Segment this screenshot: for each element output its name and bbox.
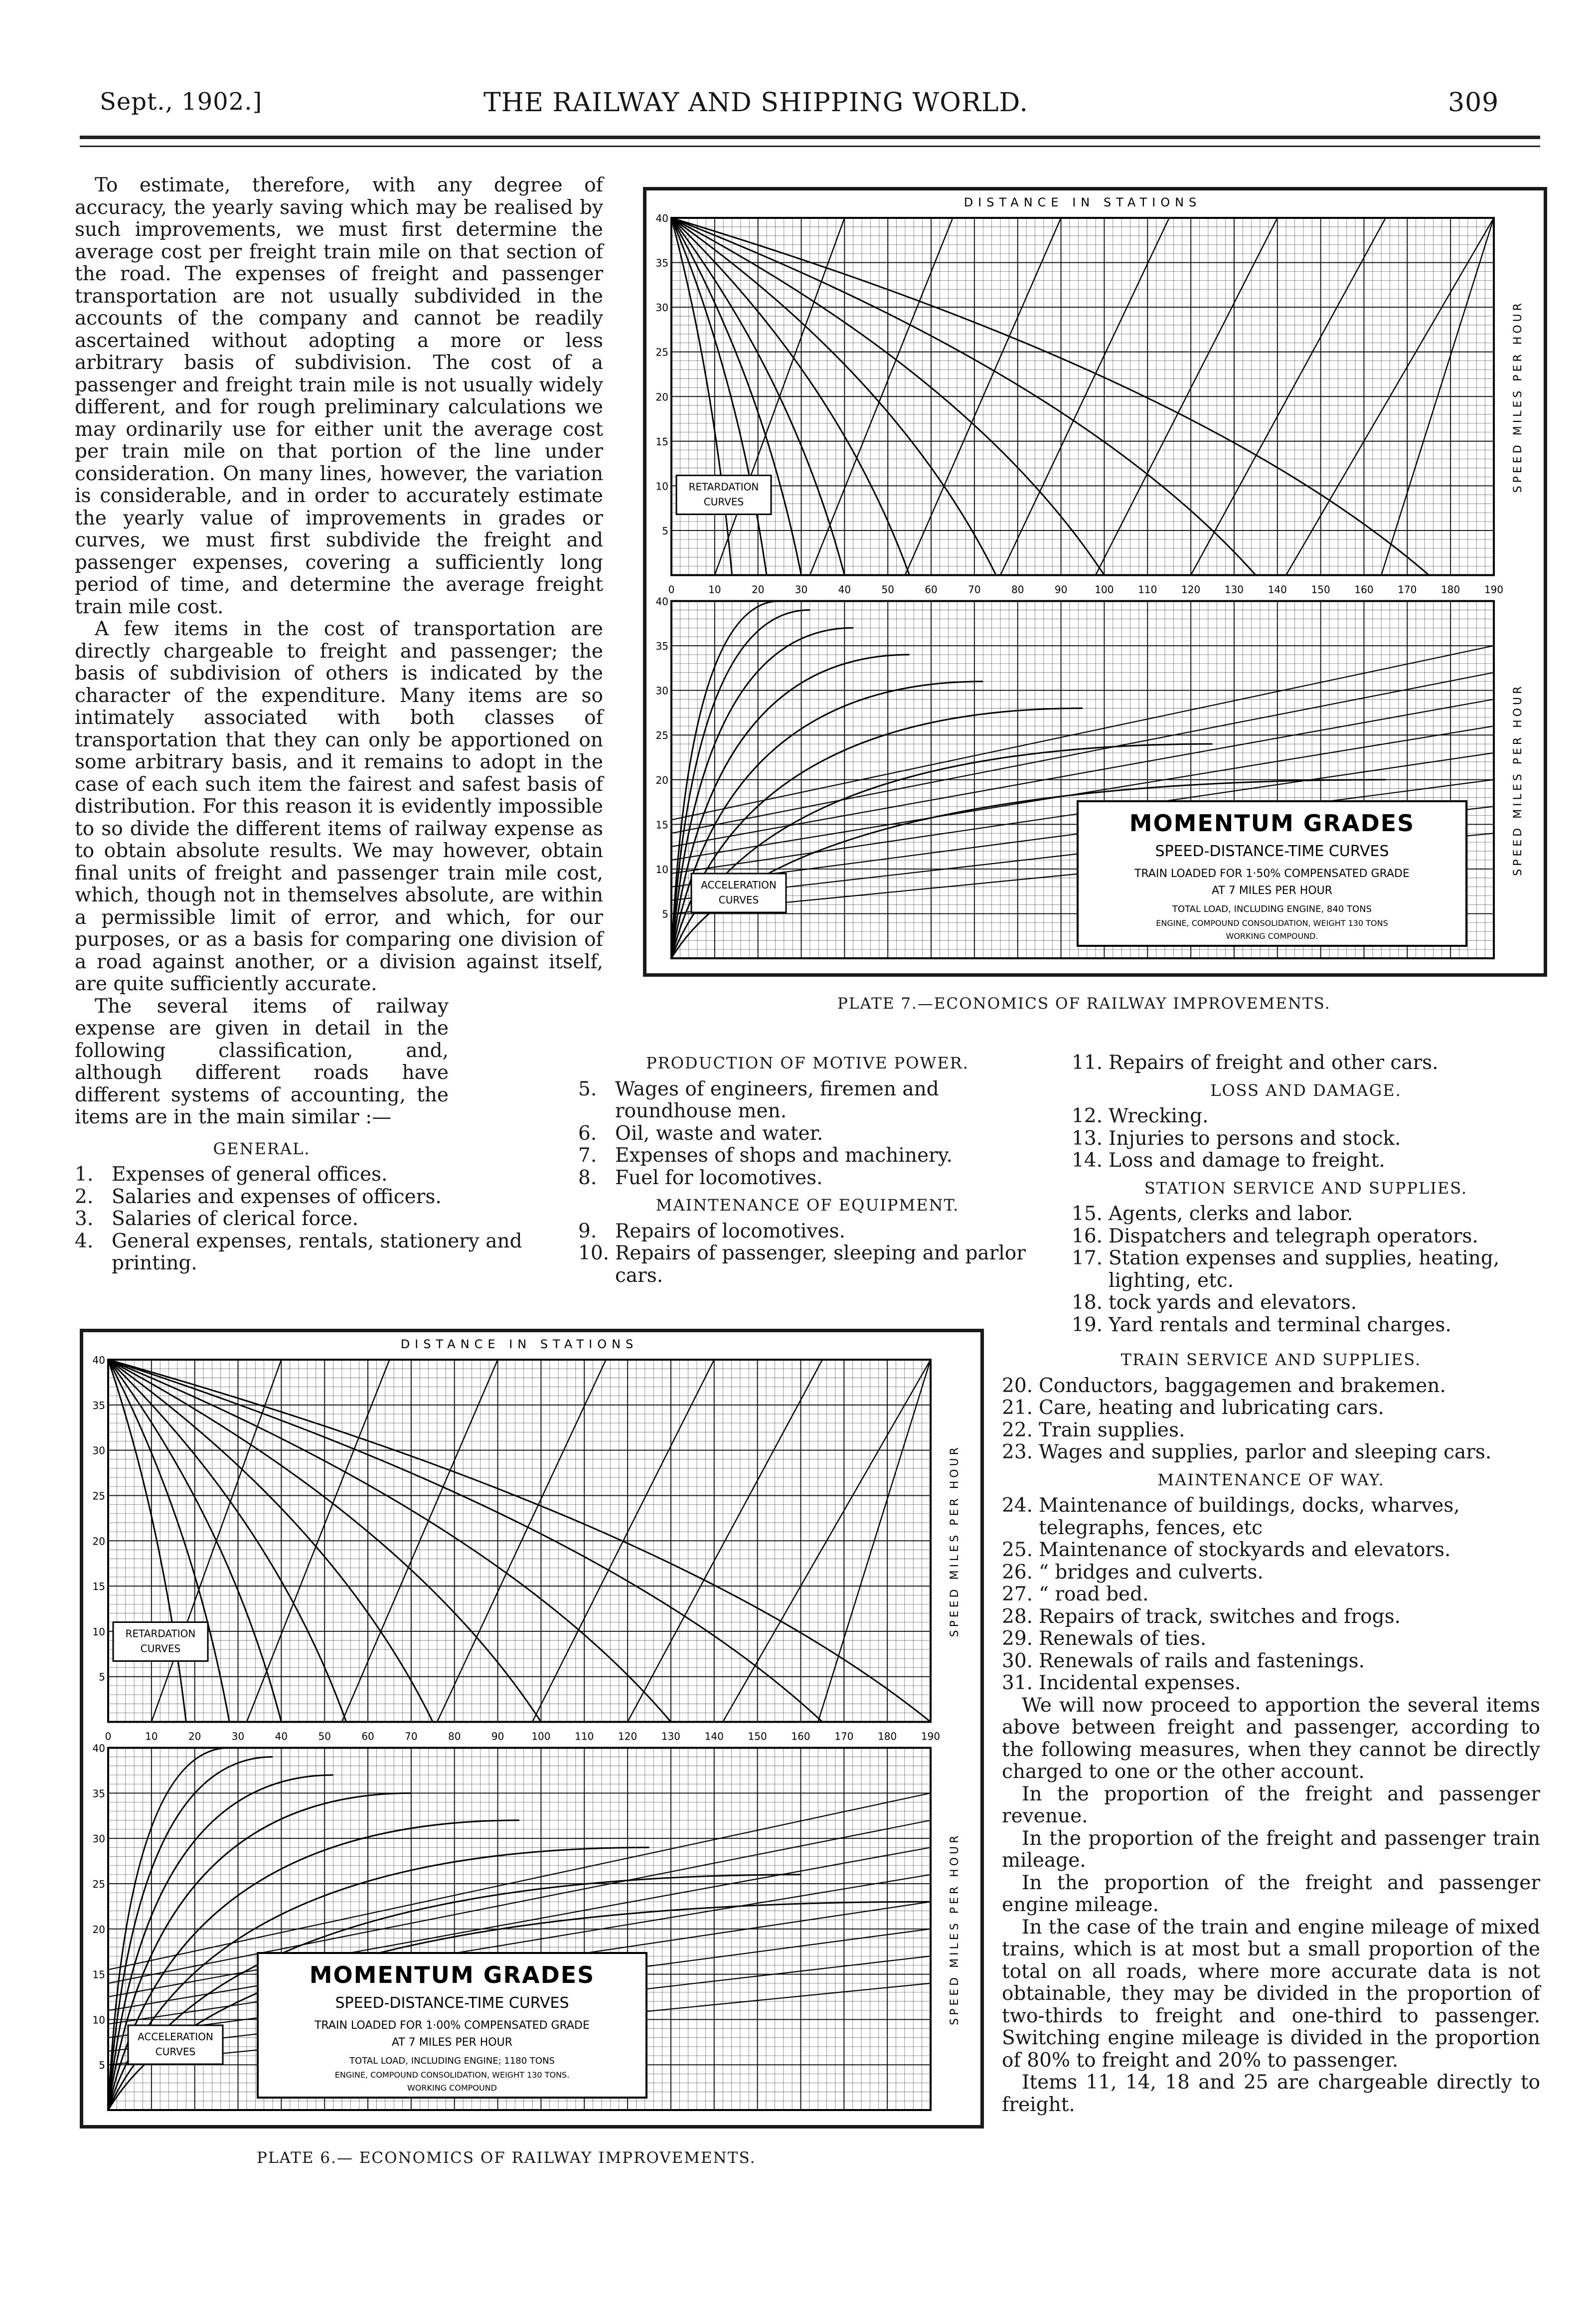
item-number: 12.: [1072, 1105, 1103, 1127]
paragraph: The several items of railway expense are given in detail in the following classification, and, although different roads have different systems of accounting, the items are in the main similar :—: [75, 995, 449, 1128]
x-tick-label: 190: [921, 1730, 941, 1743]
list-item: [75, 1208, 543, 1231]
item-number: 26.: [1002, 1561, 1033, 1584]
y-axis-side-label: SPEED MILES PER HOUR: [1512, 683, 1524, 876]
running-head-title: THE RAILWAY AND SHIPPING WORLD.: [483, 88, 1028, 118]
section-heading-loss: LOSS AND DAMAGE.: [1210, 1080, 1402, 1100]
item-number: 3.: [75, 1208, 94, 1230]
plate-7-caption: PLATE 7.—ECONOMICS OF RAILWAY IMPROVEMENTS.: [837, 995, 1331, 1013]
y-tick-label: 30: [92, 1833, 105, 1845]
x-tick-label: 70: [968, 583, 981, 596]
list-item: [1002, 1562, 1540, 1584]
x-tick-label: 50: [318, 1730, 331, 1743]
item-number: 19.: [1072, 1313, 1103, 1336]
item-number: 5.: [578, 1077, 597, 1100]
y-tick-label: 5: [99, 1671, 105, 1683]
legend-line: SPEED-DISTANCE-TIME CURVES: [335, 1994, 569, 2012]
x-tick-label: 70: [405, 1730, 418, 1743]
acceleration-label: CURVES: [718, 894, 759, 906]
list-item: [1002, 1628, 1540, 1650]
item-number: 30.: [1002, 1649, 1033, 1672]
item-text: “ road bed.: [1039, 1583, 1149, 1605]
header-rule-thin: [80, 146, 1540, 147]
list-item: [1002, 1441, 1540, 1464]
list-item: [1002, 1584, 1540, 1606]
x-tick-label: 30: [231, 1730, 245, 1743]
plate-7-figure: [643, 187, 1547, 977]
y-tick-label: 40: [92, 1742, 105, 1755]
y-tick-label: 20: [92, 1923, 105, 1936]
y-axis-side-label: SPEED MILES PER HOUR: [1512, 300, 1524, 493]
y-tick-label: 10: [92, 1625, 105, 1638]
legend-line: AT 7 MILES PER HOUR: [1211, 885, 1333, 897]
y-tick-label: 10: [655, 480, 668, 493]
item-text: Repairs of locomotives.: [615, 1220, 845, 1242]
list-item: [578, 1242, 1037, 1287]
plate-6-chart: [83, 1332, 980, 2125]
item-text: Expenses of general offices.: [112, 1163, 388, 1186]
item-number: 23.: [1002, 1441, 1033, 1463]
list-item: [578, 1221, 1037, 1243]
upper-grid: [671, 218, 1494, 575]
plate-6-figure: [80, 1329, 984, 2128]
paragraph: In the proportion of the freight and passenger train mileage.: [1002, 1827, 1540, 1872]
y-tick-label: 10: [655, 863, 668, 876]
item-number: 20.: [1002, 1374, 1033, 1397]
x-tick-label: 150: [1311, 583, 1330, 596]
y-tick-label: 5: [662, 908, 668, 920]
plate-6-caption: PLATE 6.— ECONOMICS OF RAILWAY IMPROVEMENTS.: [257, 2149, 756, 2167]
running-head-date: Sept., 1902.]: [100, 88, 263, 116]
list-item: [1072, 1150, 1540, 1172]
list-item: [1072, 1226, 1540, 1248]
y-tick-label: 5: [99, 2059, 105, 2072]
item-text: Yard rentals and terminal charges.: [1109, 1313, 1451, 1336]
x-tick-label: 100: [1095, 583, 1114, 596]
item-number: 25.: [1002, 1539, 1033, 1561]
y-tick-label: 40: [655, 595, 668, 608]
item-number: 27.: [1002, 1583, 1033, 1605]
list-item: [578, 1167, 1037, 1190]
paragraph: Items 11, 14, 18 and 25 are chargeable directly to freight.: [1002, 2071, 1540, 2116]
list-item: [1002, 1672, 1540, 1695]
y-axis-side-label: SPEED MILES PER HOUR: [949, 1832, 961, 2025]
y-tick-label: 15: [92, 1968, 105, 1981]
legend-line: TOTAL LOAD, INCLUDING ENGINE, 840 TONS: [1172, 904, 1372, 914]
x-tick-label: 170: [834, 1730, 854, 1743]
y-tick-label: 10: [92, 2014, 105, 2026]
list-item: [1002, 1650, 1540, 1673]
item-number: 8.: [578, 1166, 597, 1189]
item-number: 4.: [75, 1230, 94, 1252]
x-tick-label: 110: [575, 1730, 594, 1743]
acceleration-label: ACCELERATION: [138, 2031, 213, 2043]
x-tick-label: 10: [145, 1730, 158, 1743]
list-item: [1072, 1247, 1540, 1292]
item-number: 28.: [1002, 1605, 1033, 1628]
item-text: General expenses, rentals, stationery and printing.: [112, 1230, 522, 1274]
legend-box: [258, 1953, 646, 2098]
list-equipment: [578, 1221, 1037, 1287]
item-text: Station expenses and supplies, heating, lighting, etc.: [1109, 1247, 1500, 1292]
x-tick-label: 120: [1181, 583, 1201, 596]
x-tick-label: 60: [361, 1730, 374, 1743]
legend-line: AT 7 MILES PER HOUR: [391, 2036, 513, 2049]
legend-line: ENGINE, COMPOUND CONSOLIDATION, WEIGHT 130 TONS: [1156, 918, 1388, 928]
list-item: [1002, 1606, 1540, 1628]
retardation-label: CURVES: [703, 496, 744, 508]
x-tick-label: 130: [1224, 583, 1244, 596]
x-tick-label: 20: [188, 1730, 201, 1743]
legend-line: SPEED-DISTANCE-TIME CURVES: [1155, 843, 1389, 860]
item-number: 13.: [1072, 1127, 1103, 1150]
list-general: [75, 1164, 543, 1275]
paragraph: In the case of the train and engine mileage of mixed trains, which is at most but a small proportion of the total on all roads, where more accurate data is not obtainable, they may be divided in the proportion of two-thirds to freight and one-third to passenger. Switching engine mileage is divided in the proportion of 80% to freight and 20% to passenger.: [1002, 1916, 1540, 2072]
x-tick-label: 140: [704, 1730, 724, 1743]
list-item: [1072, 1203, 1540, 1226]
legend-line: WORKING COMPOUND.: [1226, 931, 1318, 941]
paragraph: We will now proceed to apportion the several items above between freight and passenger, according to the following measures, when they cannot be directly charged to one or the other account.: [1002, 1694, 1540, 1783]
x-tick-label: 190: [1484, 583, 1504, 596]
retardation-label: RETARDATION: [125, 1627, 196, 1640]
list-item: [578, 1145, 1037, 1167]
y-tick-label: 40: [92, 1354, 105, 1366]
y-tick-label: 40: [655, 212, 668, 224]
x-tick-label: 100: [531, 1730, 551, 1743]
acceleration-label: ACCELERATION: [701, 879, 777, 891]
y-tick-label: 15: [92, 1581, 105, 1593]
chart-top-label: DISTANCE IN STATIONS: [963, 195, 1202, 209]
y-tick-label: 25: [92, 1490, 105, 1502]
item-text: Repairs of passenger, sleeping and parlor cars.: [615, 1242, 1026, 1287]
item-number: 31.: [1002, 1672, 1033, 1694]
left-column: [75, 175, 603, 1275]
list-item: [75, 1186, 543, 1209]
list-item: [1002, 1397, 1540, 1419]
chart-top-label: DISTANCE IN STATIONS: [400, 1337, 638, 1351]
item-number: 18.: [1072, 1291, 1103, 1314]
legend-title: MOMENTUM GRADES: [1129, 810, 1415, 837]
item-text: Oil, waste and water.: [615, 1122, 823, 1145]
item-number: 16.: [1072, 1225, 1103, 1247]
paragraph: In the proportion of the freight and passenger revenue.: [1002, 1782, 1540, 1827]
item-number: 24.: [1002, 1494, 1033, 1517]
list-item: [1002, 1495, 1540, 1539]
y-tick-label: 15: [655, 819, 668, 831]
legend-line: TRAIN LOADED FOR 1·00% COMPENSATED GRADE: [315, 2019, 590, 2032]
item-text: Maintenance of stockyards and elevators.: [1039, 1539, 1451, 1561]
x-tick-label: 60: [925, 583, 938, 596]
y-tick-label: 25: [655, 346, 668, 358]
acceleration-label: CURVES: [155, 2046, 196, 2058]
item-text: Loss and damage to freight.: [1109, 1149, 1385, 1172]
y-axis-side-label: SPEED MILES PER HOUR: [949, 1444, 961, 1637]
legend-line: WORKING COMPOUND: [407, 2083, 497, 2093]
item-text: tock yards and elevators.: [1109, 1291, 1357, 1314]
legend-line: TOTAL LOAD, INCLUDING ENGINE; 1180 TONS: [349, 2056, 555, 2066]
list-motive-power: [578, 1078, 1037, 1190]
list-station: [1072, 1203, 1540, 1336]
middle-column: [578, 1052, 1037, 1287]
y-tick-label: 35: [92, 1787, 105, 1800]
paragraph: In the proportion of the freight and passenger engine mileage.: [1002, 1871, 1540, 1916]
list-item: [578, 1123, 1037, 1145]
item-text: Train supplies.: [1039, 1418, 1185, 1441]
right-column-upper: [1072, 1052, 1540, 1336]
x-tick-label: 170: [1398, 583, 1417, 596]
item-text: Salaries of clerical force.: [112, 1208, 358, 1230]
item-text: Repairs of freight and other cars.: [1109, 1052, 1438, 1074]
x-tick-label: 130: [661, 1730, 681, 1743]
x-tick-label: 80: [448, 1730, 461, 1743]
item-text: Agents, clerks and labor.: [1109, 1203, 1353, 1225]
x-tick-label: 10: [708, 583, 721, 596]
item-number: 17.: [1072, 1247, 1103, 1269]
item-text: Dispatchers and telegraph operators.: [1109, 1225, 1478, 1247]
item-number: 22.: [1002, 1418, 1033, 1441]
y-tick-label: 30: [655, 302, 668, 314]
x-tick-label: 110: [1138, 583, 1157, 596]
y-tick-label: 5: [662, 525, 668, 537]
x-tick-label: 160: [1354, 583, 1374, 596]
y-tick-label: 25: [655, 729, 668, 742]
item-text: Maintenance of buildings, docks, wharves, telegraphs, fences, etc: [1039, 1494, 1460, 1539]
item-number: 29.: [1002, 1627, 1033, 1650]
y-tick-label: 35: [655, 640, 668, 653]
item-text: Fuel for locomotives.: [615, 1166, 823, 1189]
list-item: [1002, 1375, 1540, 1398]
paragraph: To estimate, therefore, with any degree of accuracy, the yearly saving which may be realised by such improvements, we must first determine the average cost per freight train mile on that section of the road. The expenses of freight and passenger transportation are not usually subdivided in the accounts of the company and cannot be readily ascertained without adopting a more or less arbitrary basis of subdivision. The cost of a passenger and freight train mile is not usually widely different, and for rough preliminary calculations we may ordinarily use for either unit the average cost per train mile on that portion of the line under consideration. On many lines, however, the variation is considerable, and in order to accurately estimate the yearly value of improvements in grades or curves, we must first subdivide the freight and passenger expenses, covering a sufficiently long period of time, and determine the average freight train mile cost.: [75, 174, 603, 618]
list-item: [1002, 1419, 1540, 1442]
item-text: Repairs of track, switches and frogs.: [1039, 1605, 1401, 1628]
legend-title: MOMENTUM GRADES: [309, 1961, 595, 1988]
y-tick-label: 20: [655, 774, 668, 786]
y-tick-label: 35: [92, 1399, 105, 1412]
x-tick-label: 150: [748, 1730, 767, 1743]
paragraph: A few items in the cost of transportation are directly chargeable to freight and passenger; the basis of subdivision of others is indicated by the character of the expenditure. Many items are so intimately associated with both classes of transportation that they can only be apportioned on some arbitrary basis, and it remains to adopt in the case of each such item the fairest and safest basis of distribution. For this reason it is evidently impossible to so divide the different items of railway expense as to obtain absolute results. We may however, obtain final units of freight and passenger train mile cost, which, though not in themselves absolute, are within a permissible limit of error, and which, for our purposes, or as a basis for comparing one division of a road against another, or a division against itself, are quite sufficiently accurate.: [75, 618, 603, 995]
list-item: [1072, 1128, 1540, 1150]
x-tick-label: 140: [1268, 583, 1287, 596]
item-text: Injuries to persons and stock.: [1109, 1127, 1401, 1150]
x-tick-label: 160: [791, 1730, 810, 1743]
item-text: Expenses of shops and machinery.: [615, 1144, 953, 1167]
y-tick-label: 25: [92, 1878, 105, 1890]
list-item: [1072, 1314, 1540, 1337]
item-text: Salaries and expenses of officers.: [112, 1185, 442, 1208]
x-tick-label: 180: [878, 1730, 897, 1743]
item-text: Wages and supplies, parlor and sleeping cars.: [1039, 1441, 1492, 1463]
item-text: Wrecking.: [1109, 1105, 1209, 1127]
x-tick-label: 90: [491, 1730, 504, 1743]
plate-7-chart: [646, 190, 1544, 973]
item-text: Incidental expenses.: [1039, 1672, 1241, 1694]
section-heading-station: STATION SERVICE AND SUPPLIES.: [1144, 1178, 1468, 1198]
legend-box: [1078, 801, 1466, 946]
item-number: 10.: [578, 1242, 610, 1264]
y-tick-label: 30: [655, 685, 668, 697]
legend-line: TRAIN LOADED FOR 1·50% COMPENSATED GRADE: [1134, 868, 1410, 880]
section-heading-train: TRAIN SERVICE AND SUPPLIES.: [1120, 1350, 1422, 1369]
item-number: 6.: [578, 1122, 597, 1145]
section-heading-general: GENERAL.: [213, 1139, 311, 1158]
item-text: Renewals of ties.: [1039, 1627, 1207, 1650]
list-train: [1002, 1375, 1540, 1464]
y-tick-label: 35: [655, 257, 668, 269]
x-tick-label: 20: [751, 583, 765, 596]
y-tick-label: 20: [92, 1535, 105, 1548]
item-text: Wages of engineers, firemen and roundhouse men.: [615, 1077, 939, 1122]
x-tick-label: 0: [668, 583, 675, 596]
item-number: 7.: [578, 1144, 597, 1167]
section-heading-motive-power: PRODUCTION OF MOTIVE POWER.: [646, 1054, 969, 1072]
item-text: Care, heating and lubricating cars.: [1039, 1397, 1384, 1419]
x-tick-label: 90: [1054, 583, 1068, 596]
list-item: [1072, 1292, 1540, 1314]
list-way: [1002, 1495, 1540, 1695]
x-tick-label: 30: [795, 583, 808, 596]
item-number: 14.: [1072, 1149, 1103, 1172]
right-column-lower: [1002, 1344, 1540, 2116]
list-loss: [1072, 1105, 1540, 1172]
legend-line: ENGINE, COMPOUND CONSOLIDATION, WEIGHT 130 TONS.: [334, 2070, 570, 2080]
y-tick-label: 20: [655, 391, 668, 403]
x-tick-label: 80: [1011, 583, 1024, 596]
x-tick-label: 50: [881, 583, 894, 596]
item-number: 15.: [1072, 1203, 1103, 1225]
y-tick-label: 15: [655, 435, 668, 448]
item-number: 21.: [1002, 1397, 1033, 1419]
x-tick-label: 40: [275, 1730, 288, 1743]
list-item: [1072, 1052, 1540, 1074]
list-item: [75, 1164, 543, 1186]
list-item: [1002, 1539, 1540, 1562]
x-tick-label: 40: [838, 583, 851, 596]
section-heading-equipment: MAINTENANCE OF EQUIPMENT.: [655, 1196, 959, 1215]
item-text: Conductors, baggagemen and brakemen.: [1039, 1374, 1446, 1397]
x-tick-label: 120: [618, 1730, 638, 1743]
retardation-label: RETARDATION: [688, 481, 759, 493]
list-item: [578, 1078, 1037, 1123]
y-tick-label: 30: [92, 1444, 105, 1457]
section-heading-way: MAINTENANCE OF WAY.: [1157, 1470, 1385, 1489]
x-tick-label: 0: [105, 1730, 112, 1743]
page-number: 309: [1448, 88, 1499, 118]
item-number: 9.: [578, 1220, 597, 1242]
item-number: 2.: [75, 1185, 94, 1208]
item-text: “ bridges and culverts.: [1039, 1561, 1264, 1584]
header-rule-thick: [80, 136, 1540, 139]
list-item: [75, 1231, 543, 1275]
list-item: [1072, 1105, 1540, 1128]
x-tick-label: 180: [1441, 583, 1460, 596]
item-number: 11.: [1072, 1052, 1103, 1074]
item-text: Renewals of rails and fastenings.: [1039, 1649, 1365, 1672]
item-number: 1.: [75, 1163, 94, 1186]
retardation-label: CURVES: [140, 1642, 181, 1655]
